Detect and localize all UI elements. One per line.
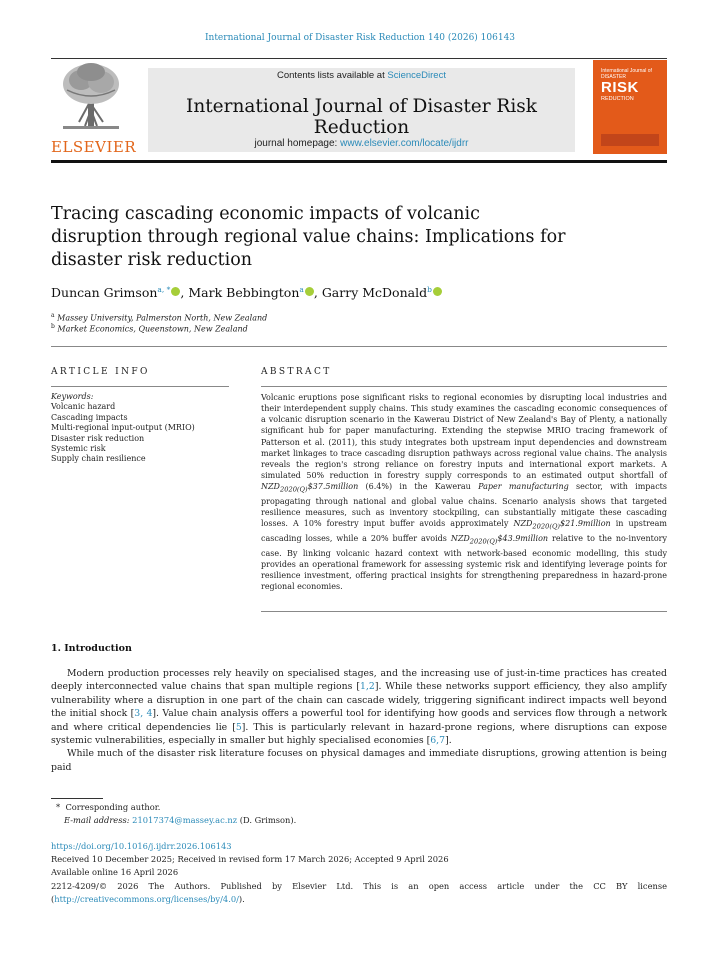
citation-link[interactable]: 6,7: [430, 735, 446, 747]
introduction-body: [51, 667, 667, 774]
abstract-part: (6.4%) in the Kawerau: [358, 482, 479, 492]
affiliation-mark: a: [51, 312, 55, 319]
article-info-heading: ARTICLE INFO: [51, 367, 150, 377]
running-head: International Journal of Disaster Risk Reduction 140 (2026) 106143: [204, 33, 516, 43]
affiliation-mark: b: [51, 323, 55, 330]
keyword-item: Volcanic hazard: [51, 402, 116, 412]
footnote-rule: [51, 798, 103, 799]
elsevier-wordmark: ELSEVIER: [51, 138, 137, 156]
author-list: Duncan Grimson$^{a, *}$ , Mark Bebbington$^a$ , Garry McDonald$^b$: [51, 285, 651, 300]
author-affiliation-mark[interactable]: a, *: [157, 285, 171, 294]
cover-footer-band: [601, 134, 659, 146]
journal-masthead: [148, 68, 575, 152]
affiliation-text: Market Economics, Queenstown, New Zealand: [57, 324, 248, 334]
abstract-part: Volcanic eruptions pose significant risks to regional economies by disrupting local industries and their interdependent supply chains. This study examines the cascading economic consequences of a volcanic disruption scenario in the Kawerau District of New Zealand's Bay of Plenty, a nationally significant hub for paper manufacturing. Extending the stepwise MRIO tracing framework of Patterson et al. (2011), this study integrates both upstream input dependencies and downstream market linkages to trace cascading disruption pathways across regional value chains. The analysis reveals the region's strong reliance on forestry inputs and international export markets. A simulated 50% reduction in forestry supply corresponds to an estimated output shortfall of: [261, 393, 667, 481]
cover-line-3: RISK: [601, 79, 639, 96]
corresponding-author-footnote: [56, 801, 656, 827]
abstract-part: relative to the no-inventory case. By linking volcanic hazard context with network-based economic modelling, this study provides an operational framework for assessing systemic risk and identifying leverage points for resilience investment, offering practical insights for strengthening preparedness in hazard-prone regional economies.: [261, 534, 667, 592]
author-name[interactable]: Mark Bebbington: [188, 285, 300, 301]
license-link[interactable]: http://creativecommons.org/licenses/by/4.0/: [54, 893, 239, 904]
citation-link[interactable]: 5: [235, 721, 242, 733]
journal-cover-thumbnail[interactable]: [593, 60, 667, 154]
affiliation-b: [51, 323, 248, 334]
homepage-prefix: journal homepage:: [254, 138, 341, 149]
author-affiliation-mark[interactable]: a: [299, 285, 304, 294]
footnote-mark: *: [56, 802, 61, 812]
introduction-paragraph: Modern production processes rely heavily on specialised stages, and the increasing use of just-in-time practices has created deeply interconnected value chains that span multiple regions [1,2]. While these networks support efficiency, they also amplify vulnerability where a disruption in one part of the chain can cascade widely, triggering significant indirect impacts well beyond the initial shock [3, 4]. Value chain analysis offers a powerful tool for identifying how goods and services flow through a network and where critical dependencies lie [5]. This is particularly relevant in hazard-prone regions, where disruptions can expose systemic vulnerabilities, especially in smaller but highly specialised economies [6,7].: [51, 668, 667, 747]
cover-line-4: REDUCTION: [601, 96, 634, 102]
sciencedirect-link[interactable]: ScienceDirect: [387, 70, 446, 81]
email-label: E-mail address:: [64, 815, 130, 825]
email-suffix: (D. Grimson).: [237, 815, 297, 825]
citation-link[interactable]: 1,2: [360, 681, 375, 693]
author-affiliation-mark[interactable]: b: [427, 285, 432, 294]
abstract-rule: [261, 386, 667, 387]
abstract-text: [261, 392, 667, 592]
keywords-block: [51, 392, 241, 465]
cover-line-1: International Journal of: [601, 68, 652, 74]
license-statement: 2212-4209/© 2026 The Authors. Published by Elsevier Ltd. This is an open access article under the CC BY license: [51, 880, 667, 891]
journal-homepage-link[interactable]: www.elsevier.com/locate/ijdrr: [340, 138, 469, 149]
author-email-link[interactable]: 21017374@massey.ac.nz: [132, 815, 238, 825]
citation-link[interactable]: 3, 4: [134, 708, 153, 720]
header-bottom-rule: [51, 160, 667, 163]
abstract-bottom-rule: [261, 611, 667, 612]
journal-title: International Journal of Disaster Risk Reduction: [186, 96, 537, 138]
abstract-value: $NZD_{2020(Q)}\$43.9million$: [450, 534, 549, 546]
abstract-value: $NZD_{2020(Q)}\$37.5million$: [261, 482, 359, 494]
keyword-item: Systemic risk: [51, 444, 106, 454]
abstract-part: sector, with impacts propagating through national and global value chains. Scenario analysis shows that targeted resilience measures, such as inventory stockpiling, can substantially mitigate these cascading losses. A 10% forestry input buffer avoids approximately: [261, 482, 667, 529]
elsevier-tree-logo: [59, 60, 123, 132]
abstract-sector: Paper manufacturing: [478, 482, 569, 492]
article-history: Received 10 December 2025; Received in revised form 17 March 2026; Accepted 9 April 2026: [51, 854, 449, 865]
cover-line-2: DISASTER: [601, 74, 627, 80]
abstract-value: $NZD_{2020(Q)}\$21.9million$: [513, 519, 611, 531]
keyword-item: Cascading impacts: [51, 412, 128, 422]
contents-available-line: [148, 70, 575, 81]
keywords-label: Keywords:: [51, 392, 94, 401]
introduction-heading: 1. Introduction: [51, 643, 132, 654]
keyword-item: Multi-regional input-output (MRIO): [51, 423, 195, 433]
article-front-matter: https://doi.org/10.1016/j.ijdrr.2026.106143 Received 10 December 2025; Received in revised form 17 March 2026; Accepted 9 April 2026 Available online 16 April 2026 2212-4209/© 2026 The Authors. Published by Elsevier Ltd. This is an open access article under the CC BY license (http://creativecommons.org/licenses/by/4.0/).: [51, 841, 667, 904]
elsevier-logo[interactable]: [51, 60, 137, 156]
article-info-rule: [51, 386, 229, 387]
abstract-part: in upstream cascading losses, while a 20% buffer avoids: [261, 519, 667, 544]
journal-homepage-line: [148, 138, 575, 149]
author-name[interactable]: Duncan Grimson: [51, 285, 158, 301]
front-matter-rule: [51, 346, 667, 347]
introduction-paragraph: While much of the disaster risk literature focuses on physical damages and immediate disruptions, growing attention is being paid: [51, 748, 667, 773]
header-top-rule: [51, 58, 667, 59]
orcid-icon[interactable]: [305, 287, 314, 296]
doi-link[interactable]: https://doi.org/10.1016/j.ijdrr.2026.106143: [51, 841, 232, 851]
keyword-item: Supply chain resilience: [51, 454, 146, 464]
orcid-icon[interactable]: [171, 287, 180, 296]
keyword-item: Disaster risk reduction: [51, 433, 145, 443]
available-online: Available online 16 April 2026: [51, 867, 179, 878]
affiliation-a: [51, 312, 267, 323]
footnote-corresponding: Corresponding author.: [65, 802, 161, 812]
abstract-heading: ABSTRACT: [261, 367, 332, 377]
affiliation-text: Massey University, Palmerston North, New Zealand: [57, 313, 268, 323]
article-title: Tracing cascading economic impacts of volcanic disruption through regional value chains: Implications for disaster risk reduction: [51, 204, 566, 270]
contents-prefix: Contents lists available at: [277, 70, 388, 81]
orcid-icon[interactable]: [433, 287, 442, 296]
author-name[interactable]: Garry McDonald: [321, 285, 428, 301]
